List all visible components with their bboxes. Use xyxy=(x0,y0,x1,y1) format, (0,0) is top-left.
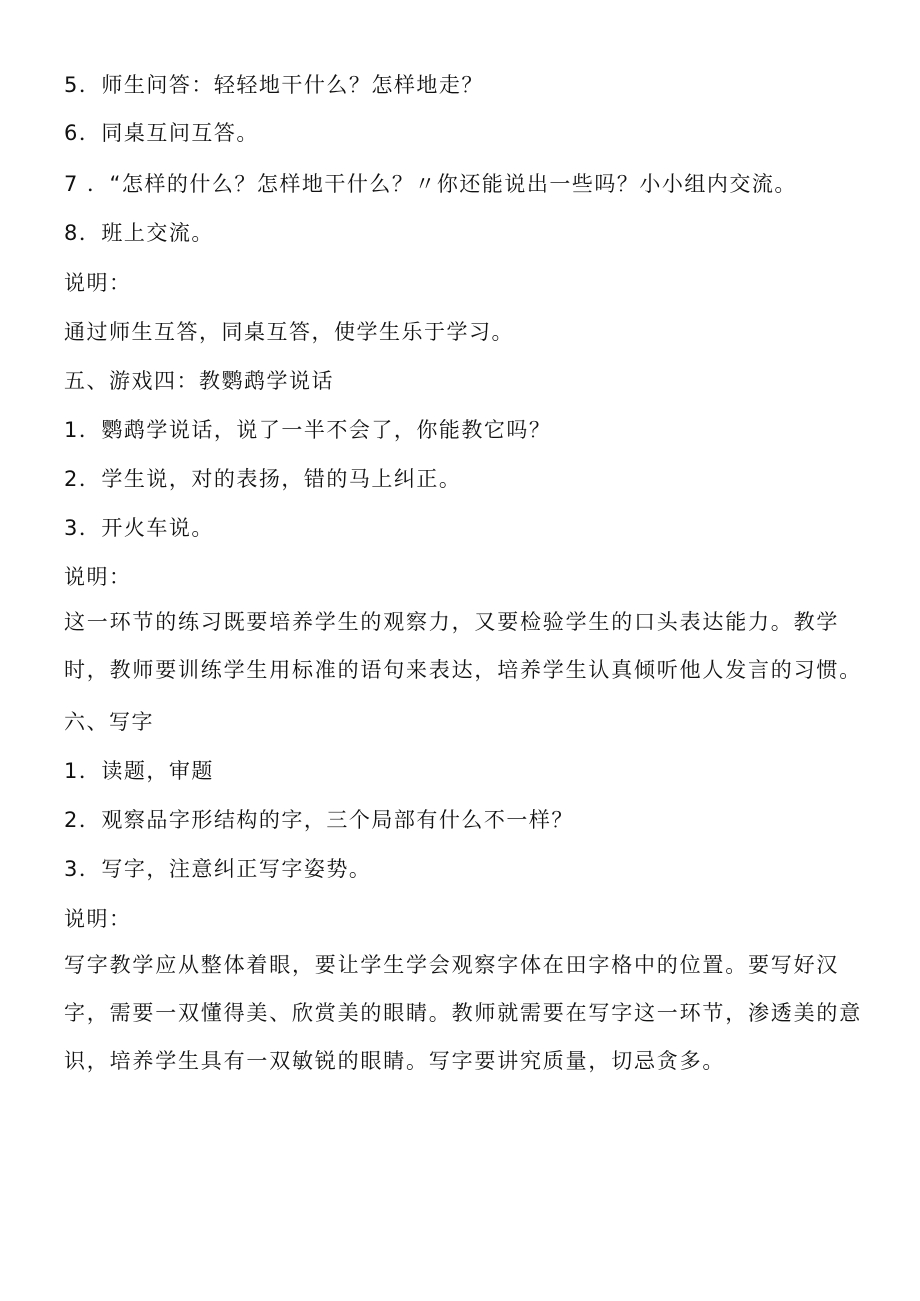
writing-step-3: 3．写字，注意纠正写字姿势。 xyxy=(64,857,372,881)
section-five-heading: 五、游戏四：教鹦鹉学说话 xyxy=(64,369,334,393)
game4-step-2: 2．学生说，对的表扬，错的马上纠正。 xyxy=(64,467,462,491)
step-8-class-exchange: 8．班上交流。 xyxy=(64,221,214,245)
explanation-paragraph: 写字教学应从整体着眼，要让学生学会观察字体在田字格中的位置。要写好汉字，需要一双懂得美、欣赏美的眼睛。教师就需要在写字这一环节，渗透美的意识，培养学生具有一双敏锐的眼睛。写字要讲究质量，切忌贪多。 xyxy=(64,953,862,1073)
explanation-text: 通过师生互答，同桌互答，使学生乐于学习。 xyxy=(64,320,514,344)
section-six-heading: 六、写字 xyxy=(64,710,154,734)
writing-step-2: 2．观察品字形结构的字，三个局部有什么不一样？ xyxy=(64,808,574,832)
game4-step-3: 3．开火车说。 xyxy=(64,516,214,540)
step-6-desk-mates: 6．同桌互问互答。 xyxy=(64,121,259,145)
explanation-paragraph: 这一环节的练习既要培养学生的观察力，又要检验学生的口头表达能力。教学时，教师要训练学生用标准的语句来表达，培养学生认真倾听他人发言的习惯。 xyxy=(64,610,862,682)
explanation-heading: 说明： xyxy=(64,907,132,931)
explanation-heading: 说明： xyxy=(64,565,132,589)
step-7-group-exchange: 7 ．“怎样的什么？怎样地干什么？〃你还能说出一些吗？小小组内交流。 xyxy=(64,172,797,196)
writing-step-1: 1．读题，审题 xyxy=(64,759,214,783)
explanation-heading: 说明： xyxy=(64,271,132,295)
game4-step-1: 1．鹦鹉学说话，说了一半不会了，你能教它吗？ xyxy=(64,418,552,442)
step-5-qa: 5．师生问答：轻轻地干什么？怎样地走？ xyxy=(64,73,484,97)
